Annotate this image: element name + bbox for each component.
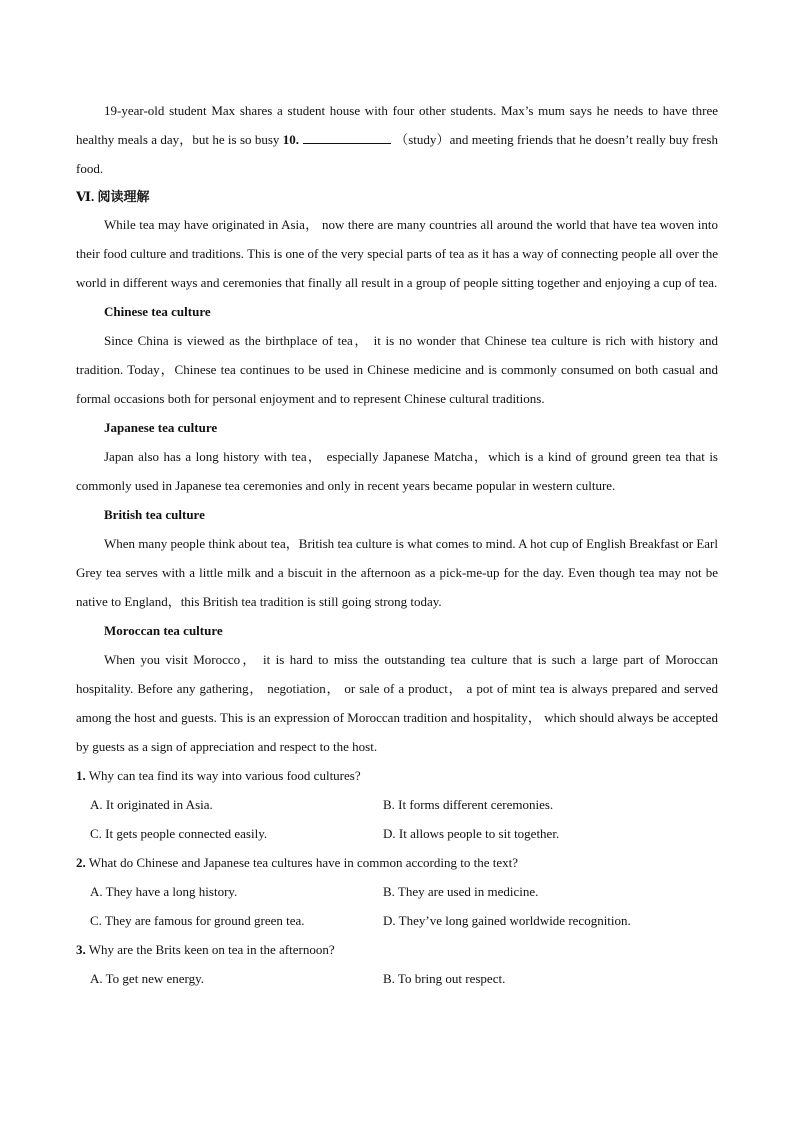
japanese-heading: Japanese tea culture (104, 420, 218, 435)
cloze-line-3: buy fresh food. (76, 132, 718, 176)
question-2 (76, 848, 718, 935)
cloze-line-2-start: three healthy meals a day，but he is so busy (76, 103, 718, 147)
question-text: Why are the Brits keen on tea in the afternoon? (88, 942, 335, 957)
option-c[interactable]: C. They are famous for ground green tea. (90, 913, 305, 928)
question-number: 3. (76, 942, 86, 957)
option-b[interactable]: B. They are used in medicine. (383, 884, 539, 899)
cloze-line-1: 19-year-old student Max shares a student house with four other students. Max’s mum says he needs to have (104, 103, 688, 118)
chinese-paragraph: Since China is viewed as the birthplace of tea， it is no wonder that Chinese tea culture is rich with history and tradition. Today，Chinese tea continues to be used in Chinese medicine and is commonly consumed on both casual and formal occasions both for personal enjoyment and to represent Chinese cultural traditions. (76, 333, 718, 406)
question-1 (76, 761, 718, 848)
option-d[interactable]: D. It allows people to sit together. (383, 826, 560, 841)
intro-paragraph: While tea may have originated in Asia， now there are many countries all around the world that have tea woven into their food culture and traditions. This is one of the very special parts of tea as it has a way of connecting people all over the world in different ways and ceremonies that finally all result in a group of people sitting together and enjoying a cup of tea. (76, 217, 718, 290)
document-page (76, 96, 718, 993)
british-heading: British tea culture (104, 507, 205, 522)
cloze-paragraph (76, 96, 718, 183)
british-paragraph: When many people think about tea，British tea culture is what comes to mind. A hot cup of English Breakfast or Earl Grey tea serves with a little milk and a biscuit in the afternoon as a pick-me-up for the day. Even though tea may not be native to England，this British tea tradition is still going strong today. (76, 536, 718, 609)
section-heading: Ⅵ. 阅读理解 (76, 189, 150, 204)
moroccan-paragraph: When you visit Morocco， it is hard to miss the outstanding tea culture that is such a large part of Moroccan hospitality. Before any gathering， negotiation， or sale of a product， a pot of mint tea is always prepared and served among the host and guests. This is an expression of Moroccan tradition and hospitality， which should always be accepted by guests as a sign of appreciation and respect to the host. (76, 652, 718, 754)
moroccan-heading: Moroccan tea culture (104, 623, 223, 638)
option-b[interactable]: B. To bring out respect. (383, 971, 506, 986)
cloze-line-2-end: （study）and meeting friends that he doesn’t really (395, 132, 666, 147)
option-a[interactable]: A. They have a long history. (90, 884, 238, 899)
question-number: 2. (76, 855, 86, 870)
chinese-heading: Chinese tea culture (104, 304, 211, 319)
question-number: 1. (76, 768, 86, 783)
option-a[interactable]: A. To get new energy. (90, 971, 205, 986)
option-c[interactable]: C. It gets people connected easily. (90, 826, 268, 841)
answer-blank[interactable] (303, 132, 391, 144)
blank-number: 10. (282, 132, 300, 147)
question-3 (76, 935, 718, 993)
question-text: What do Chinese and Japanese tea cultures have in common according to the text? (88, 855, 518, 870)
option-a[interactable]: A. It originated in Asia. (90, 797, 213, 812)
option-b[interactable]: B. It forms different ceremonies. (383, 797, 554, 812)
question-text: Why can tea find its way into various food cultures? (88, 768, 361, 783)
japanese-paragraph: Japan also has a long history with tea， especially Japanese Matcha，which is a kind of ground green tea that is commonly used in Japanese tea ceremonies and only in recent years became popular in western culture. (76, 449, 718, 493)
option-d[interactable]: D. They’ve long gained worldwide recognition. (383, 913, 631, 928)
